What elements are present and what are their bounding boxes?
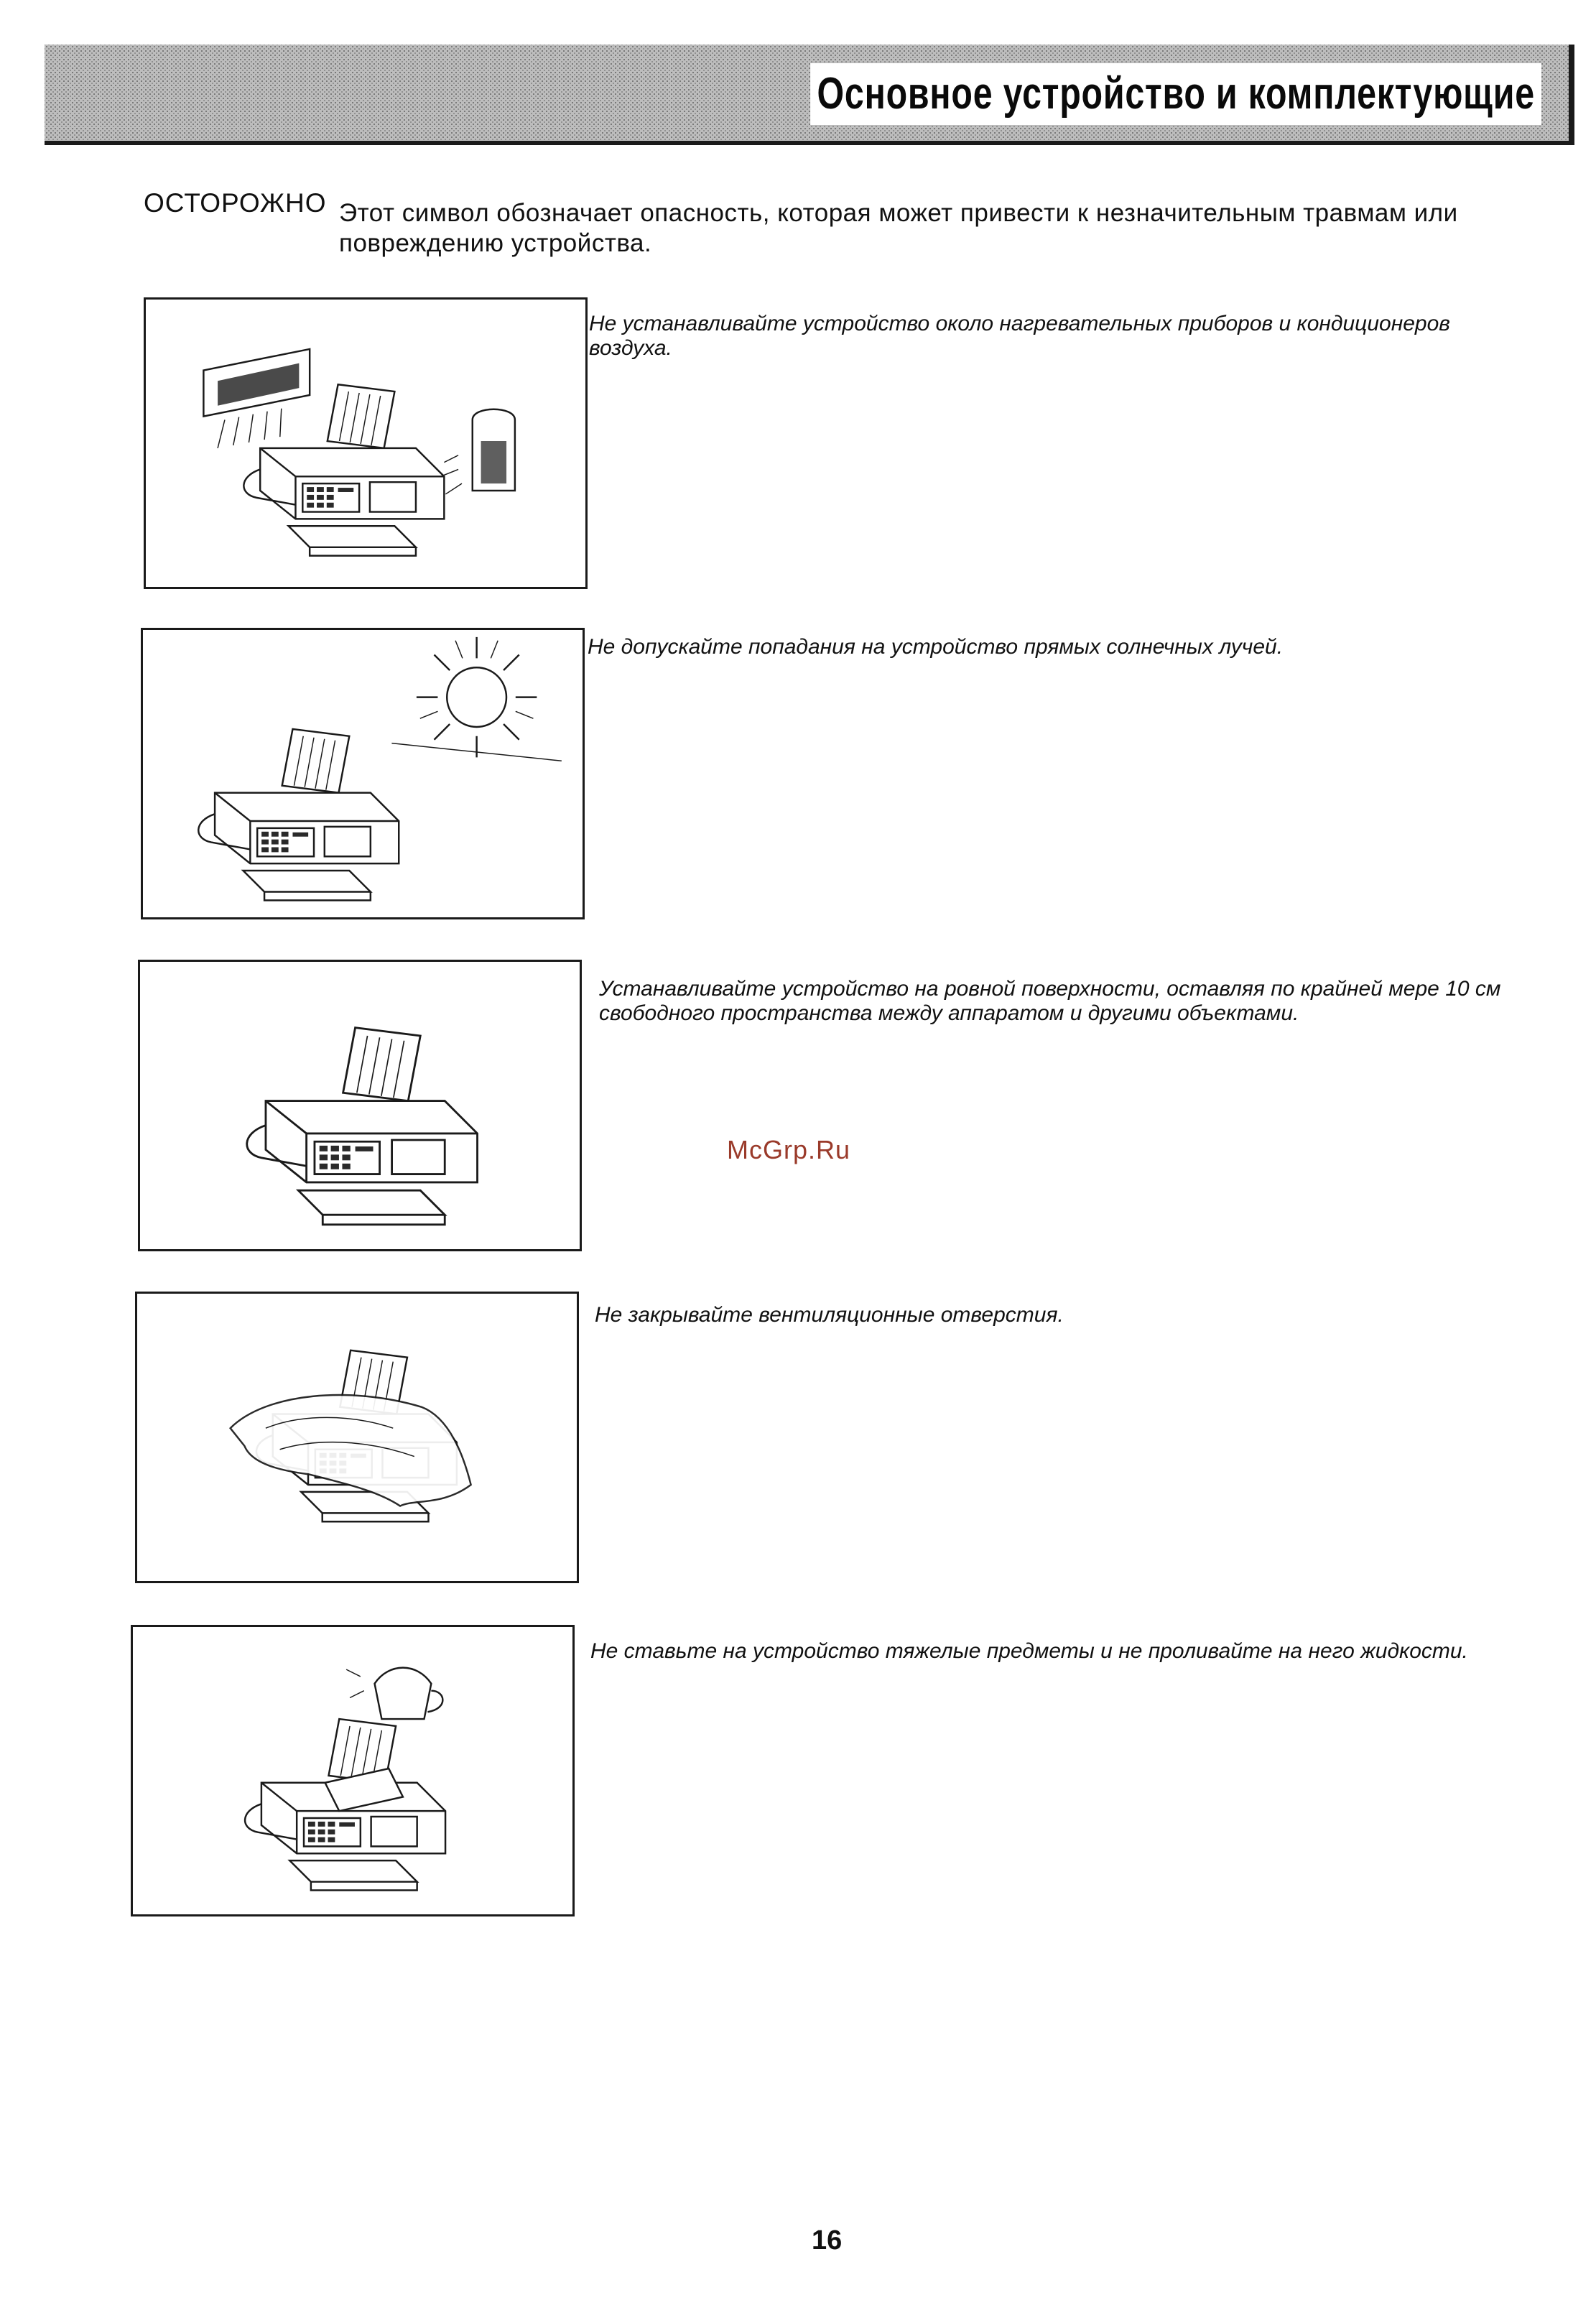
warning-text-5: Не ставьте на устройство тяжелые предметы и не проливайте на него жидкости.: [590, 1639, 1468, 1663]
caution-text: Этот символ обозначает опасность, которая может привести к незначительным травмам или повреждению устройства.: [339, 199, 1458, 257]
fax-on-flat-surface-icon: [140, 962, 580, 1249]
fax-in-sunlight-icon: [143, 630, 583, 917]
watermark: McGrp.Ru: [727, 1135, 851, 1164]
illustration-panel-5: [131, 1625, 575, 1916]
illustration-panel-2: [141, 628, 585, 919]
caution-label: ОСТОРОЖНО: [144, 188, 327, 218]
warning-text-2: Не допускайте попадания на устройство прямых солнечных лучей.: [588, 635, 1284, 659]
fax-near-heater-icon: [146, 300, 585, 587]
illustration-panel-3: [138, 960, 582, 1251]
warning-text-1: Не устанавливайте устройство около нагревательных приборов и кондиционеров воздуха.: [589, 312, 1450, 360]
warning-text-3: Устанавливайте устройство на ровной поверхности, оставляя по крайней мере 10 см свободного пространства между аппаратом и другими объектами.: [599, 977, 1501, 1025]
page-title: Основное устройство и комплектующие: [810, 63, 1541, 125]
warning-text-4: Не закрывайте вентиляционные отверстия.: [595, 1303, 1064, 1327]
header-band: [45, 45, 1574, 145]
illustration-panel-1: [144, 297, 588, 589]
illustration-panel-4: [135, 1292, 579, 1583]
fax-heavy-objects-icon: [133, 1627, 572, 1914]
page-number: 16: [812, 2225, 843, 2256]
fax-covered-icon: [137, 1294, 577, 1581]
